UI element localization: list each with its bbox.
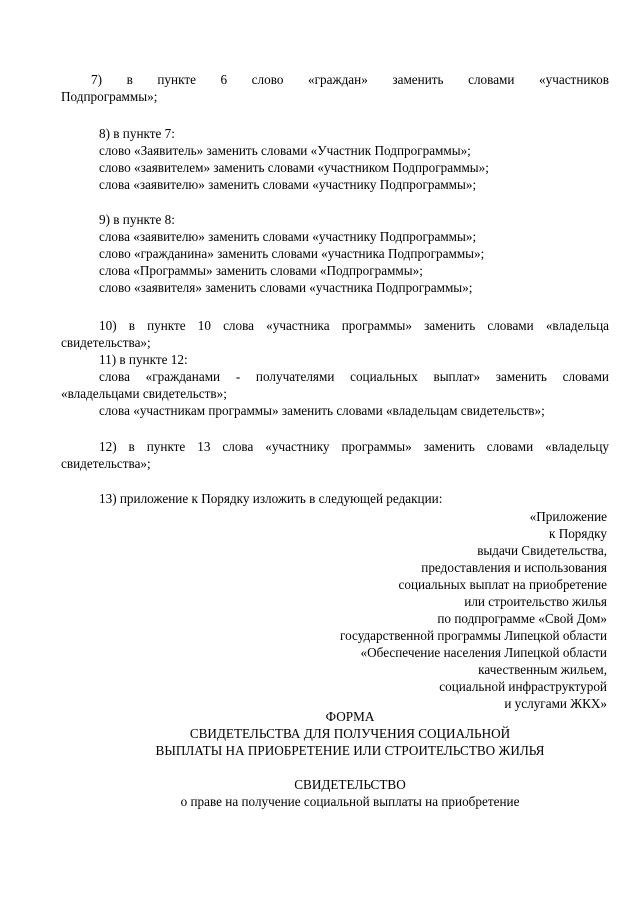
appendix-header-line-7: по подпрограмме «Свой Дом» (437, 611, 607, 626)
item-7-line-1: 7) в пункте 6 слово «граждан» заменить словами «участников (91, 72, 609, 87)
appendix-header-line-8: государственной программы Липецкой области (340, 628, 607, 643)
appendix-header-line-3: выдачи Свидетельства, (477, 543, 607, 558)
item-12-line-2: свидетельства»; (61, 456, 151, 471)
item-9-line-4: слово «заявителя» заменить словами «участника Подпрограммы»; (99, 280, 473, 295)
appendix-header-line-4: предоставления и использования (421, 560, 607, 575)
item-12-line-1: 12) в пункте 13 слова «участнику программы» заменить словами «владельцу (99, 439, 609, 454)
item-9-line-2: слово «гражданина» заменить словами «участника Подпрограммы»; (99, 246, 485, 261)
item-10-line-1: 10) в пункте 10 слова «участника программы» заменить словами «владельца (99, 318, 609, 333)
item-11-line-2: «владельцами свидетельств»; (61, 386, 227, 401)
item-10-line-2: свидетельства»; (61, 335, 151, 350)
item-9-heading: 9) в пункте 8: (99, 212, 175, 227)
item-9-line-1: слова «заявителю» заменить словами «участнику Подпрограммы»; (99, 229, 477, 244)
appendix-header-line-6: или строительство жилья (464, 594, 607, 609)
item-8-line-3: слова «заявителю» заменить словами «участнику Подпрограммы»; (99, 177, 477, 192)
item-13-line-1: 13) приложение к Порядку изложить в следующей редакции: (99, 491, 443, 506)
item-9-line-3: слова «Программы» заменить словами «Подпрограммы»; (99, 263, 423, 278)
certificate-title-line-1: СВИДЕТЕЛЬСТВО (294, 777, 406, 792)
form-title-line-2: СВИДЕТЕЛЬСТВА ДЛЯ ПОЛУЧЕНИЯ СОЦИАЛЬНОЙ (189, 726, 511, 741)
form-title-line-1: ФОРМА (325, 709, 375, 724)
appendix-header-line-12: и услугами ЖКХ» (504, 696, 607, 711)
item-8-line-1: слово «Заявитель» заменить словами «Участник Подпрограммы»; (99, 143, 471, 158)
item-8-heading: 8) в пункте 7: (99, 126, 175, 141)
item-7-line-2: Подпрограммы»; (61, 89, 158, 104)
certificate-title-line-2: о праве на получение социальной выплаты на приобретение (180, 794, 520, 809)
appendix-header-line-1: «Приложение (529, 509, 607, 524)
appendix-header-line-11: социальной инфраструктурой (439, 679, 607, 694)
appendix-header-line-5: социальных выплат на приобретение (398, 577, 607, 592)
item-11-line-1: слова «гражданами - получателями социальных выплат» заменить словами (99, 369, 609, 384)
appendix-header-line-9: «Обеспечение населения Липецкой области (360, 645, 607, 660)
appendix-header-line-2: к Порядку (548, 526, 607, 541)
item-8-line-2: слово «заявителем» заменить словами «участником Подпрограммы»; (99, 160, 489, 175)
appendix-header-line-10: качественным жильем, (478, 662, 607, 677)
item-11-heading: 11) в пункте 12: (99, 352, 188, 367)
form-title-line-3: ВЫПЛАТЫ НА ПРИОБРЕТЕНИЕ ИЛИ СТРОИТЕЛЬСТВО ЖИЛЬЯ (155, 743, 545, 758)
item-11-line-3: слова «участникам программы» заменить словами «владельцам свидетельств»; (99, 403, 545, 418)
